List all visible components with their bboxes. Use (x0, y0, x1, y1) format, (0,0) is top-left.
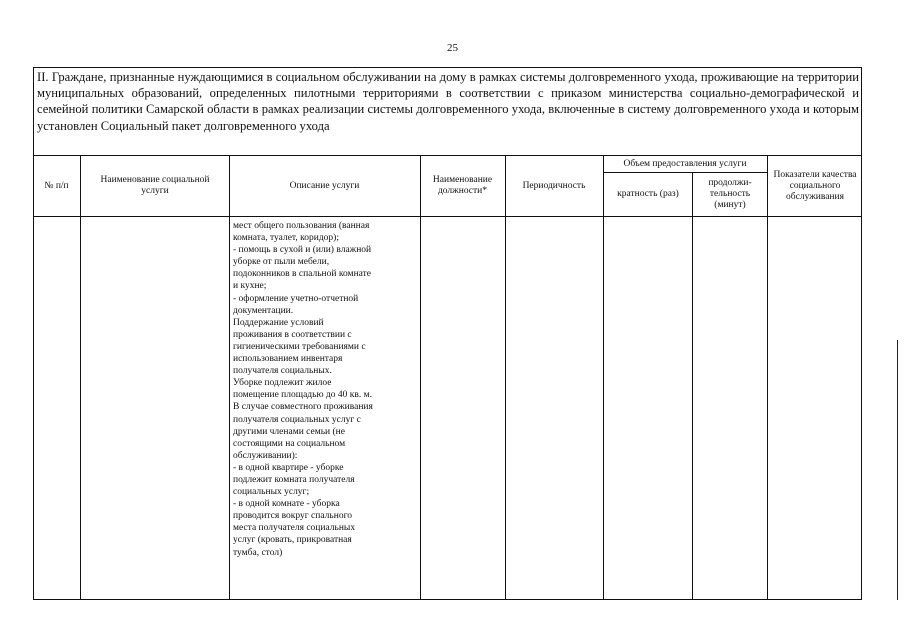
header-duration: продолжи-тельность (минут) (708, 177, 752, 210)
description-line: Поддержание условий (233, 317, 324, 328)
header-service-name: Наименование социальной услуги (100, 175, 210, 196)
description-line: другими членами семьи (не (233, 426, 345, 437)
description-line: уборке от пыли мебели, (233, 257, 330, 268)
volume-group-rule (603, 172, 767, 173)
page-number: 25 (447, 42, 458, 54)
description-line: Уборке подлежит жилое (233, 378, 332, 389)
description-line: подлежит комната получателя (233, 474, 355, 485)
description-line: обслуживании): (233, 450, 298, 461)
header-bottom-rule (33, 216, 862, 217)
header-description: Описание услуги (289, 180, 360, 191)
description-line: получателя социальных услуг с (233, 414, 361, 425)
description-line: тумба, стол) (233, 547, 283, 558)
col-rule-4 (505, 155, 506, 600)
heading-bottom-rule (33, 155, 862, 156)
description-line: проживания в соответствии с (233, 329, 352, 340)
margin-mark (897, 340, 898, 600)
description-line: документации. (233, 305, 294, 316)
description-line: - оформление учетно-отчетной (233, 293, 359, 304)
section-heading: II. Граждане, признанные нуждающимися в социальном обслуживании на дому в рамках системы долговременного ухода, проживающие на территории муниципальных образований, определенных пилотными территориями в соответствии с приказом министерства социально-демографической и семейной политики Самарской области в рамках реализации системы долговременного ухода, включенные в систему долговременного ухода и которым установлен Социальный пакет долговременного ухода (37, 70, 859, 133)
table-frame (33, 67, 862, 600)
description-line: - в одной комнате - уборка (233, 499, 340, 510)
header-num: № п/п (44, 180, 69, 191)
header-volume-group: Объем предоставления услуги (623, 158, 747, 169)
description-line: использованием инвентаря (233, 354, 343, 365)
col-rule-2 (229, 155, 230, 600)
description-line: комната, туалет, коридор); (233, 233, 339, 244)
header-frequency: кратность (раз) (617, 188, 679, 199)
description-line: услуг (кровать, прикроватная (233, 535, 352, 546)
service-description-cell (233, 220, 416, 559)
description-line: помещение площадью до 40 кв. м. (233, 390, 372, 401)
col-rule-5 (603, 155, 604, 600)
description-line: подоконников в спальной комнате (233, 269, 371, 280)
col-rule-7 (767, 155, 768, 600)
header-position: Наименование должности* (432, 175, 493, 196)
description-line: - помощь в сухой и (или) влажной (233, 245, 372, 256)
header-quality: Показатели качества социального обслуживания (773, 169, 857, 202)
description-line: гигиеническими требованиями с (233, 341, 366, 352)
description-line: состоящими на социальном (233, 438, 346, 449)
description-line: В случае совместного проживания (233, 402, 373, 413)
description-line: и кухне; (233, 281, 267, 292)
header-periodicity: Периодичность (522, 180, 586, 191)
description-line: проводится вокруг спального (233, 511, 352, 522)
description-line: - в одной квартире - уборке (233, 462, 344, 473)
col-rule-6 (692, 172, 693, 600)
col-rule-1 (80, 155, 81, 600)
description-line: места получателя социальных (233, 523, 356, 534)
description-line: социальных услуг; (233, 487, 310, 498)
description-line: мест общего пользования (ванная (233, 221, 370, 231)
col-rule-3 (420, 155, 421, 600)
description-line: получателя социальных. (233, 366, 332, 377)
